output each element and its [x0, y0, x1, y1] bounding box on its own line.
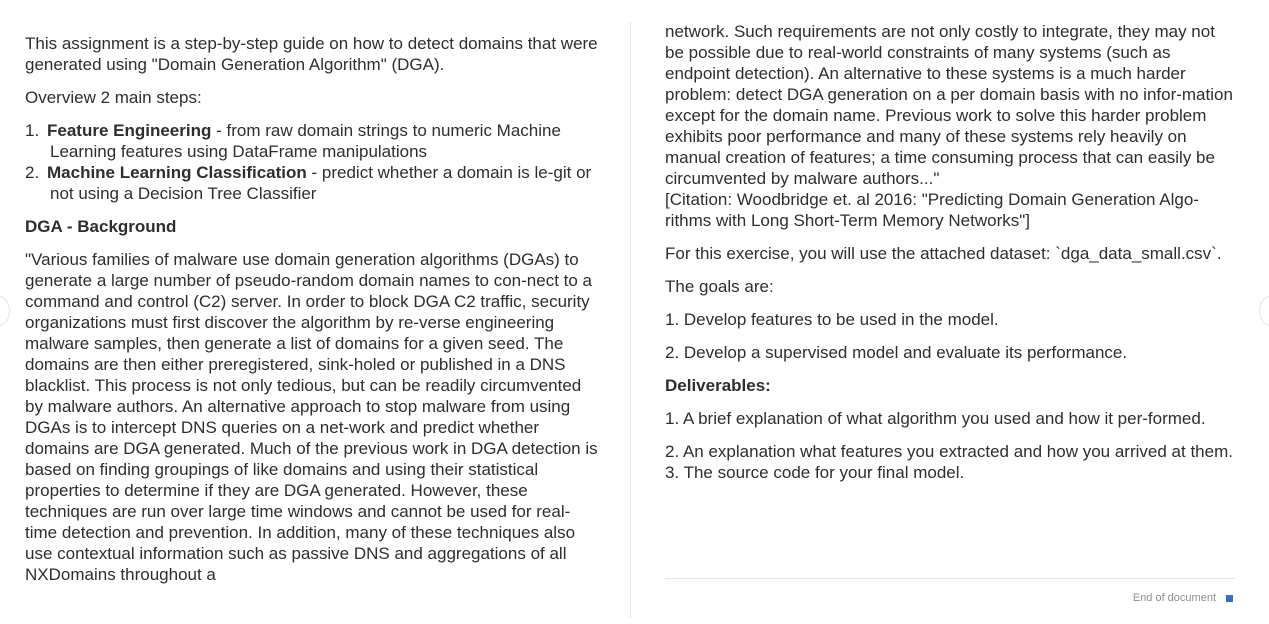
goals-intro: The goals are:	[665, 277, 774, 296]
deliverables-heading: Deliverables:	[665, 376, 771, 395]
steps-list	[25, 120, 600, 204]
step-title: Machine Learning Classification	[47, 163, 307, 182]
intro-paragraph: This assignment is a step-by-step guide on how to detect domains that were generated using "Domain Generation Algorithm" (DGA).	[25, 34, 598, 74]
scroll-left-handle[interactable]	[0, 296, 10, 326]
step-text: - predict whether a domain is le-git or not using a Decision Tree Classifier	[50, 163, 592, 203]
end-of-document-label: End of document	[1132, 592, 1216, 604]
right-column	[665, 0, 1235, 624]
overview-label: Overview 2 main steps:	[25, 88, 202, 107]
left-column	[25, 0, 600, 624]
scroll-right-handle[interactable]	[1259, 296, 1269, 326]
step-title: Feature Engineering	[47, 121, 212, 140]
end-divider	[665, 578, 1235, 579]
background-heading: DGA - Background	[25, 217, 177, 236]
step-text: - from raw domain strings to numeric Machine Learning features using DataFrame manipulations	[50, 121, 561, 161]
background-paragraph: "Various families of malware use domain generation algorithms (DGAs) to generate a large number of pseudo-random domain names to con-nect to a command and control (C2) server. In order to block DGA C2 traffic, security organizations must first discover the algorithm by re-verse engineering malware samples, then generate a list of domains for a given seed. The domains are then either preregistered, sink-holed or published in a DNS blacklist. This process is not only tedious, but can be readily circumvented by malware authors. An alternative approach to stop malware from using DGAs is to intercept DNS queries on a net-work and predict whether domains are DGA generated. Much of the previous work in DGA detection is based on finding groupings of like domains and using their statistical properties to determine if they are DGA generated. However, these techniques are run over large time windows and cannot be used for real-time detection and prevention. In addition, many of these techniques also use contextual information such as passive DNS and aggregations of all NXDomains throughout a	[25, 250, 598, 584]
dataset-paragraph: For this exercise, you will use the attached dataset: `dga_data_small.csv`.	[665, 244, 1222, 263]
citation: [Citation: Woodbridge et. al 2016: "Predicting Domain Generation Algo-rithms with Long Short-Term Memory Networks"]	[665, 190, 1199, 230]
end-marker-icon	[1226, 595, 1233, 602]
column-divider	[630, 22, 631, 618]
continuation-paragraph: network. Such requirements are not only costly to integrate, they may not be possible due to real-world constraints of many systems (such as endpoint detection). An alternative to these systems is a much harder problem: detect DGA generation on a per domain basis with no infor-mation except for the domain name. Previous work to solve this harder problem exhibits poor performance and many of these systems rely heavily on manual creation of features; a time consuming process that can easily be circumvented by malware authors..."	[665, 22, 1233, 188]
goal-item: 2. Develop a supervised model and evaluate its performance.	[665, 343, 1128, 362]
deliverable-item: 1. A brief explanation of what algorithm you used and how it per-formed.	[665, 409, 1206, 428]
list-item: 2. Machine Learning Classification - predict whether a domain is le-git or not using a Decision Tree Classifier	[25, 163, 592, 203]
deliverable-item: 2. An explanation what features you extracted and how you arrived at them. 3. The source code for your final model.	[665, 442, 1233, 482]
goal-item: 1. Develop features to be used in the model.	[665, 310, 999, 329]
list-item: 1. Feature Engineering - from raw domain strings to numeric Machine Learning features using DataFrame manipulations	[25, 121, 561, 161]
